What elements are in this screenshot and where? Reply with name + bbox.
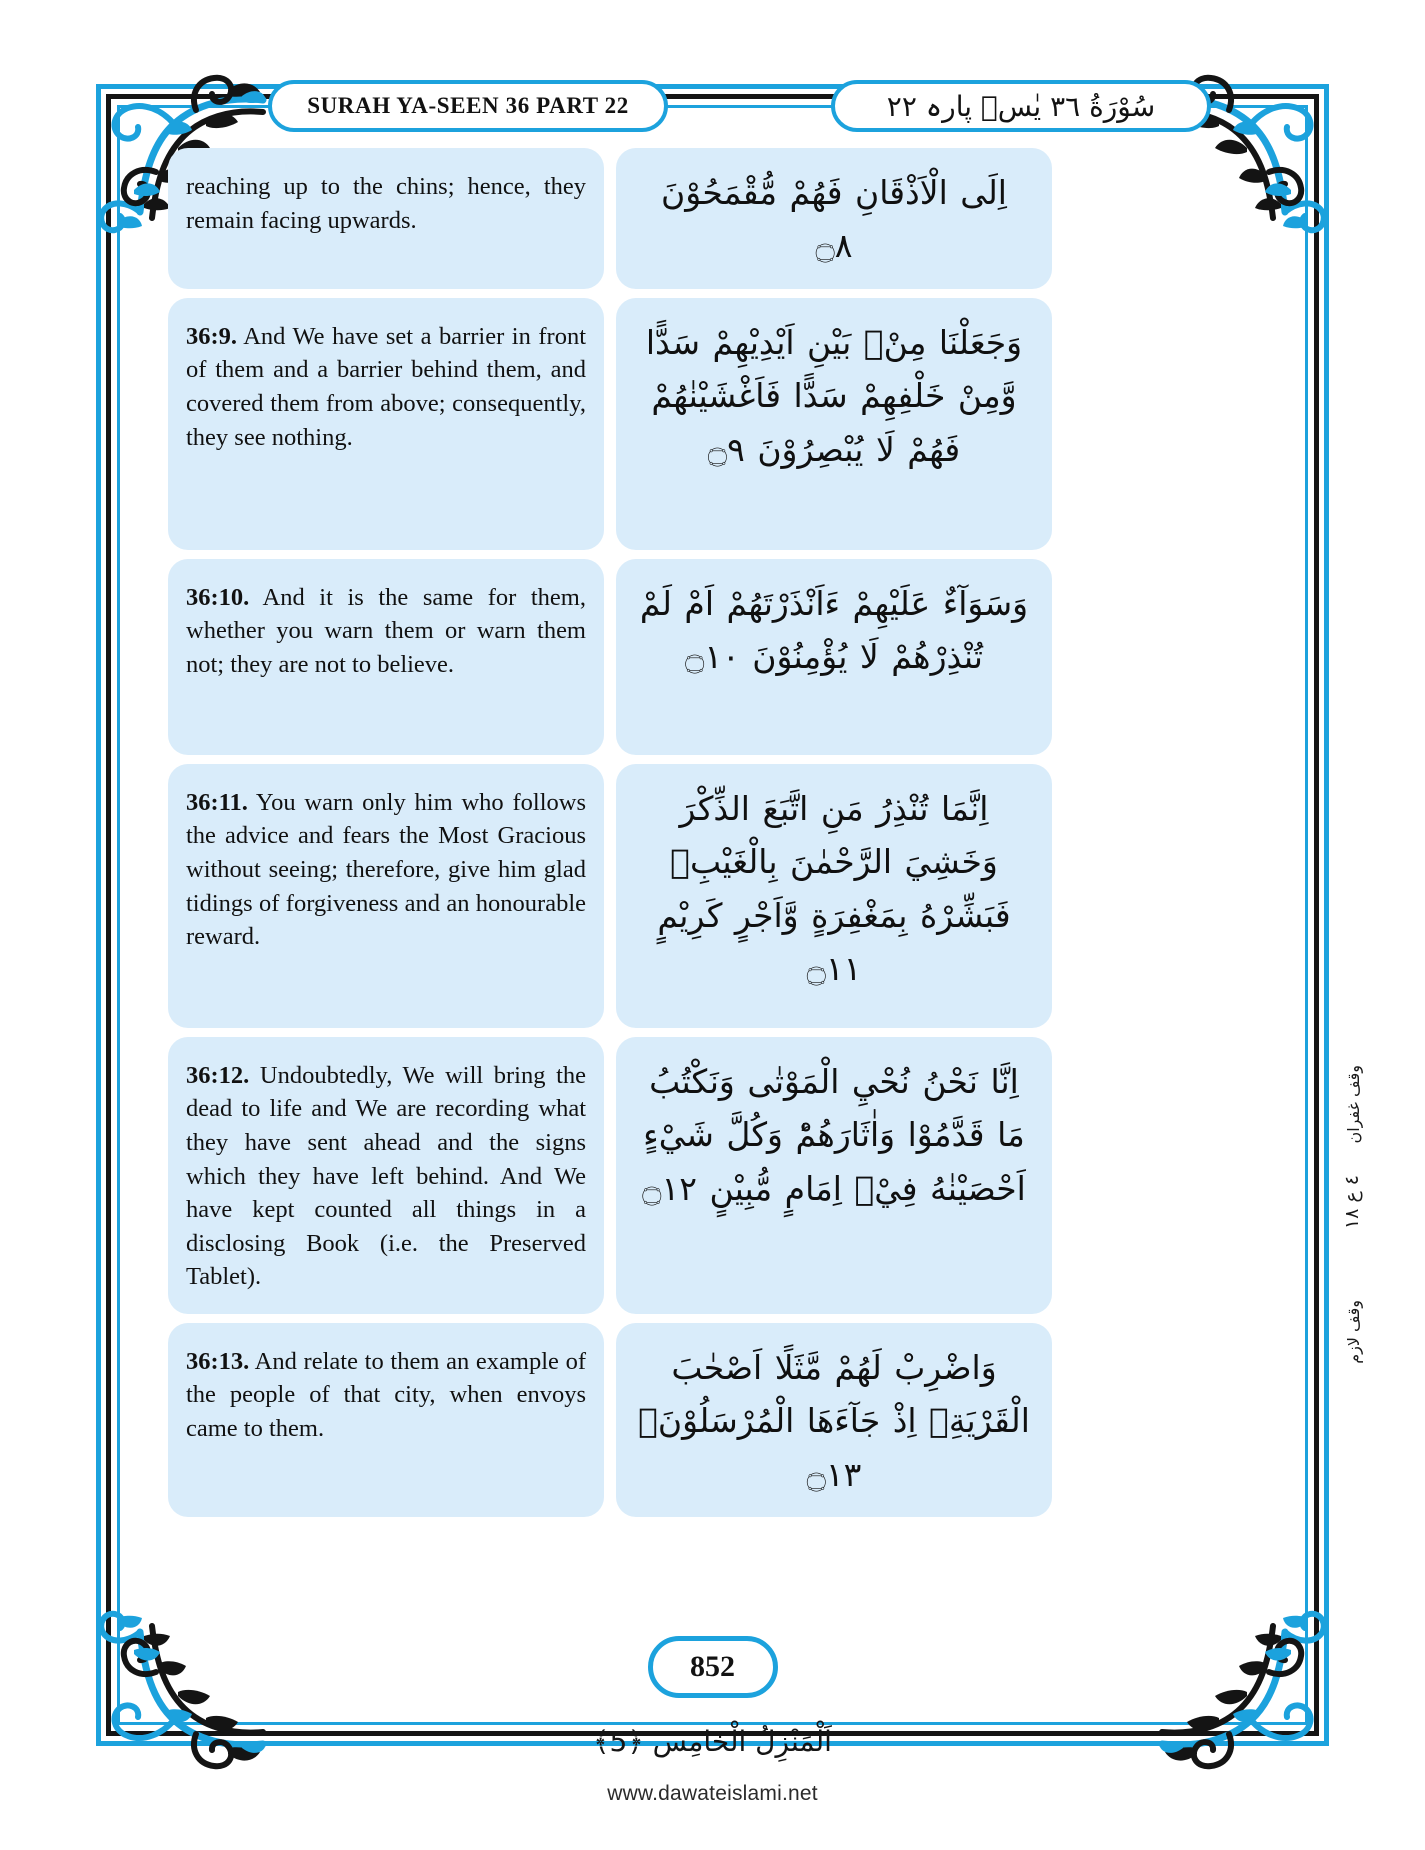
verse-arabic-panel: اِلَى الْاَذْقَانِ فَهُمْ مُّقْمَحُوْنَ ۝۸ <box>616 148 1052 289</box>
page-number: 852 <box>690 1650 735 1683</box>
verse-english-text: And it is the same for them, whether you warn them or warn them not; they are not to believe. <box>186 583 586 679</box>
verse-english-panel <box>168 1323 604 1517</box>
page-number-pill <box>648 1636 778 1698</box>
surah-title-english: SURAH YA-SEEN 36 PART 22 <box>307 93 629 118</box>
verse-arabic-panel: اِنَّا نَحْنُ نُحْيِ الْمَوْتٰى وَنَكْتُبُ مَا قَدَّمُوْا وَاٰثَارَهُمْؕ وَكُلَّ شَيْءٍ اَحْصَيْنٰهُ فِيْۤ اِمَامٍ مُّبِيْنٍ ۝۱۲ <box>616 1037 1052 1314</box>
verse-row <box>168 559 1257 755</box>
page-footer <box>0 1590 1425 1850</box>
verse-arabic-panel: وَجَعَلْنَا مِنْۢ بَيْنِ اَيْدِيْهِمْ سَدًّا وَّمِنْ خَلْفِهِمْ سَدًّا فَاَغْشَيْنٰهُمْ فَهُمْ لَا يُبْصِرُوْنَ ۝۹ <box>616 298 1052 550</box>
margin-note-ruku-marker: ٤ ع ١٨ <box>1341 1175 1363 1230</box>
margin-note-waqf-ghufran: وقف غفران <box>1344 1065 1363 1144</box>
verse-number: 36:10. <box>186 583 250 611</box>
surah-title-arabic: سُوْرَةُ ٣٦ يٰسۤ پارہ ٢٢ <box>886 89 1156 123</box>
manzil-label: اَلْمَنْزِلُ الْخَامِس ﴿5﴾ <box>593 1725 832 1758</box>
verse-english-panel <box>168 1037 604 1314</box>
verse-number: 36:12. <box>186 1061 250 1089</box>
verse-english-panel <box>168 148 604 289</box>
verse-number: 36:9. <box>186 322 238 350</box>
verse-row <box>168 1037 1257 1314</box>
verse-number: 36:13. <box>186 1347 250 1375</box>
verse-arabic-panel: وَسَوَآءٌ عَلَيْهِمْ ءَاَنْذَرْتَهُمْ اَمْ لَمْ تُنْذِرْهُمْ لَا يُؤْمِنُوْنَ ۝۱۰ <box>616 559 1052 755</box>
verse-english-panel <box>168 559 604 755</box>
verse-number: 36:11. <box>186 788 248 816</box>
verse-arabic-panel: اِنَّمَا تُنْذِرُ مَنِ اتَّبَعَ الذِّكْرَ وَخَشِيَ الرَّحْمٰنَ بِالْغَيْبِۚ فَبَشِّرْهُ بِمَغْفِرَةٍ وَّاَجْرٍ كَرِيْمٍ ۝۱۱ <box>616 764 1052 1028</box>
website-url[interactable]: www.dawateislami.net <box>607 1782 818 1805</box>
verse-english-text: And relate to them an example of the people of that city, when envoys came to them. <box>186 1347 587 1442</box>
verse-english-text: And We have set a barrier in front of them and a barrier behind them, and covered them from above; consequently, they see nothing. <box>186 322 587 451</box>
verse-list <box>168 148 1257 1670</box>
verse-english-text: reaching up to the chins; hence, they remain facing upwards. <box>186 173 586 234</box>
verse-row <box>168 148 1257 289</box>
verse-english-text: Undoubtedly, We will bring the dead to life and We are recording what they have sent ahead and the signs which they have left behind. And We have kept counted all things in a disclosing Book (i.e. the Preserved Tablet). <box>186 1061 586 1291</box>
verse-english-panel <box>168 298 604 550</box>
margin-note-waqf-lazim: وقف لازم <box>1344 1300 1363 1364</box>
page-header <box>96 84 1329 140</box>
verse-row <box>168 764 1257 1028</box>
header-pill-english <box>268 80 668 132</box>
verse-english-text: You warn only him who follows the advice and fears the Most Gracious without seeing; therefore, give him glad tidings of forgiveness and an honourable reward. <box>186 788 586 951</box>
verse-row <box>168 1323 1257 1517</box>
verse-row <box>168 298 1257 550</box>
verse-english-panel <box>168 764 604 1028</box>
header-pill-arabic <box>831 80 1211 132</box>
verse-arabic-panel: وَاضْرِبْ لَهُمْ مَّثَلًا اَصْحٰبَ الْقَرْيَةِۘ اِذْ جَآءَهَا الْمُرْسَلُوْنَۚ ۝۱۳ <box>616 1323 1052 1517</box>
